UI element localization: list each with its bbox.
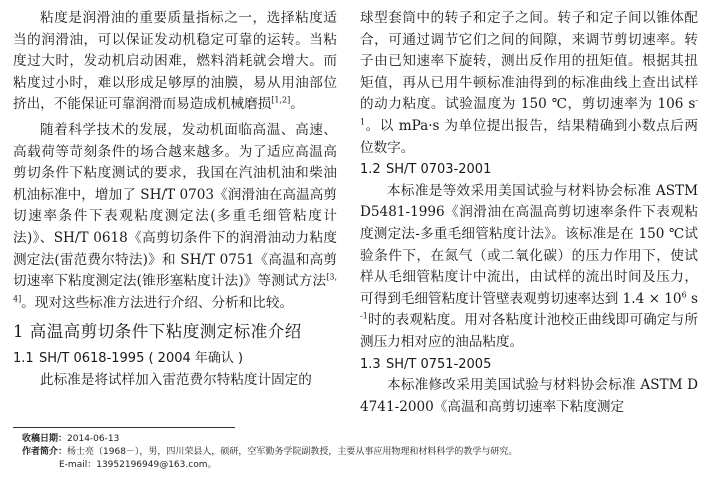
subsection-1-2-heading: 1.2 SH/T 0703-2001 <box>360 162 492 178</box>
intro-paragraph-2: 随着科学技术的发展，发动机面临高温、高速、高载荷等苛刻条件的场合越来越多。为了适应高温高剪切条件下粘度测试的要求，我国在汽油机油和柴油机油标准中，增加了 SH/T 0703《润滑油在高温高剪切速率条件下表观粘度测定法(多重毛细管粘度计法)》、SH/T 0618《高剪切条件下的润滑油动力粘度测定法(雷范费尔特法)》和 SH/T 0751《高温和高剪切速率下粘度测定法(锥形塞粘度计法)》等测试方法[3,4]。现对这些标准方法进行介绍、分析和比较。 <box>13 121 337 311</box>
section-1-heading: 1 高温高剪切条件下粘度测定标准介绍 <box>13 322 302 342</box>
author-bio: 作者简介：杨士亮（1968－），男，四川荣县人，硕研，空军勤务学院副教授，主要从事应用物理和材料科学的教学与研究。 <box>22 447 518 457</box>
subsection-1-1-continued: 球型套筒中的转子和定子之间。转子和定子间以锥体配合，可通过调节它们之间的间隙，来调节剪切速率。转子由已知速率下旋转，测出反作用的扭矩值。根据其扭矩值，再从已用牛顿标准油得到的标准曲线上查出试样的动力粘度。试验温度为 150 ℃，剪切速率为 106 $s^{-1}$。以 mPa·s 为单位提出报告，结果精确到小数点后两位数字。 <box>360 10 698 156</box>
subsection-1-3-heading: 1.3 SH/T 0751-2005 <box>360 356 492 372</box>
footnote <box>22 433 692 472</box>
left-column <box>13 8 337 392</box>
citation-1-2: [1,2] <box>271 95 291 105</box>
received-date: 收稿日期：2014-06-13 <box>22 434 120 444</box>
subsection-1-1-paragraph: 此标准是将试样加入雷范费尔特粘度计固定的 <box>40 371 312 388</box>
author-email: E-mail：13952196949@163.com。 <box>59 460 217 470</box>
footnote-divider <box>13 427 235 428</box>
subsection-1-3-paragraph: 本标准修改采用美国试验与材料协会标准 ASTM D4741-2000《高温和高剪切速率下粘度测定 <box>360 377 698 415</box>
intro-paragraph-1: 粘度是润滑油的重要质量指标之一，选择粘度适当的润滑油，可以保证发动机稳定可靠的运转。当粘度过大时，发动机启动困难，燃料消耗就会增大。而粘度过小时，难以形成足够厚的油膜，易从用油部位挤出，不能保证可靠润滑而易造成机械磨损[1,2]。 <box>13 10 337 113</box>
citation-3-4: [3,4] <box>13 272 337 304</box>
subsection-1-1-heading: 1.1 SH/T 0618-1995 ( 2004 年确认 ) <box>13 351 244 367</box>
subsection-1-2-paragraph: 本标准是等效采用美国试验与材料协会标准 ASTM D5481-1996《润滑油在高温高剪切速率条件下表观粘度测定法-多重毛细管粘度计法》。该标准是在 150 ℃试验条件下，在氮气（或二氧化碳）的压力作用下，使试样从毛细管粘度计中流出，由试样的流出时间及压力，可得到毛细管粘度计管壁表观剪切速率达到 $1.4 \times 10^6$ $s^{-1}$时的表观粘度。用对各粘度计池校正曲线即可确定与所测压力相对应的油品粘度。 <box>360 182 698 350</box>
right-column <box>360 8 698 418</box>
